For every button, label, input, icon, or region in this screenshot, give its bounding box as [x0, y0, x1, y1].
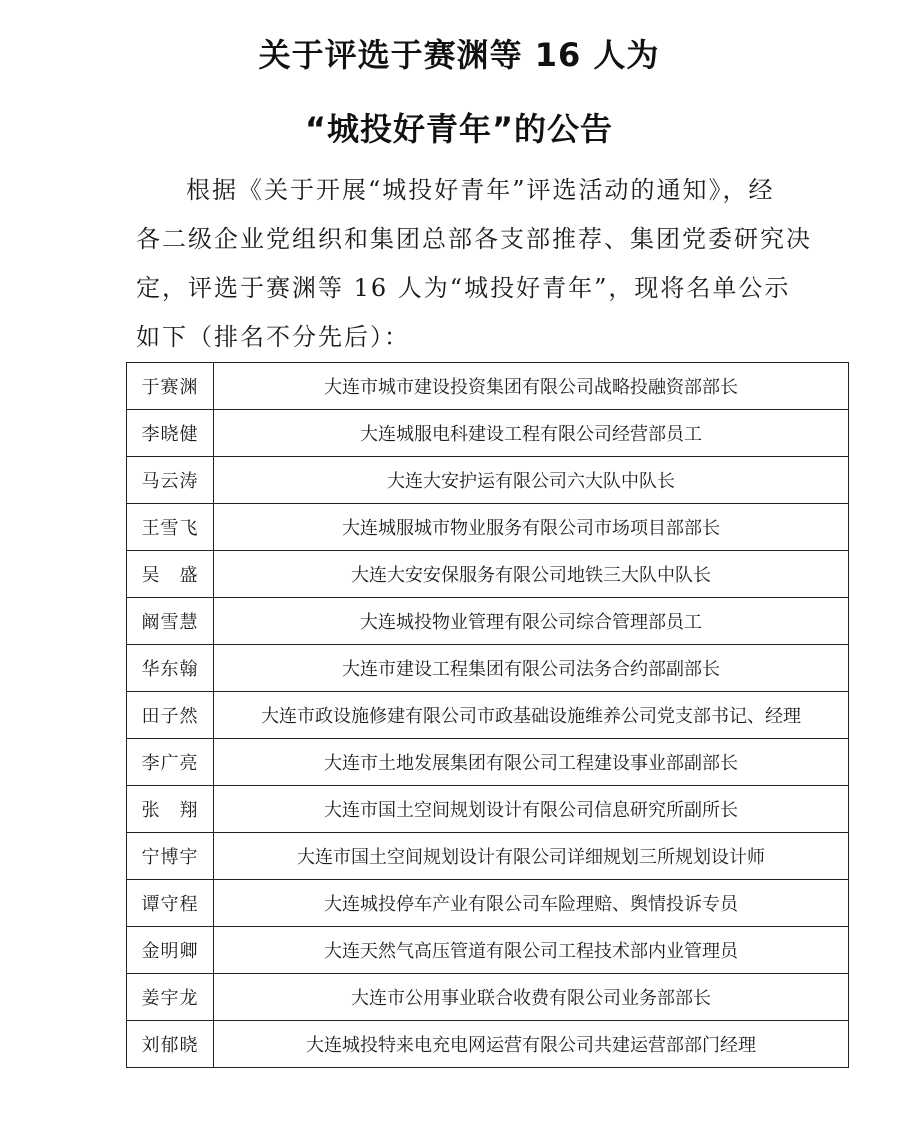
honoree-position: 大连天然气高压管道有限公司工程技术部内业管理员 [214, 927, 849, 974]
paragraph-line-1: 根据《关于开展“城投好青年”评选活动的通知》，经 [186, 176, 775, 204]
table-row [127, 974, 849, 1021]
table-row [127, 927, 849, 974]
table-row [127, 645, 849, 692]
paragraph-line-3: 定，评选于赛渊等 16 人为“城投好青年”，现将名单公示 [136, 274, 791, 302]
honoree-position: 大连市土地发展集团有限公司工程建设事业部副部长 [214, 739, 849, 786]
notice-title-line-2: “城投好青年”的公告 [304, 110, 614, 148]
honoree-position: 大连城服城市物业服务有限公司市场项目部部长 [214, 504, 849, 551]
honoree-table [126, 362, 849, 1068]
honoree-name: 马云涛 [127, 457, 214, 504]
table-row [127, 786, 849, 833]
honoree-position: 大连城投物业管理有限公司综合管理部员工 [214, 598, 849, 645]
table-row [127, 739, 849, 786]
honoree-position: 大连城投特来电充电网运营有限公司共建运营部部门经理 [214, 1021, 849, 1068]
table-row [127, 410, 849, 457]
notice-title-line-1: 关于评选于赛渊等 16 人为 [258, 36, 660, 74]
honoree-name: 吴 盛 [127, 551, 214, 598]
table-row [127, 598, 849, 645]
honoree-position: 大连城投停车产业有限公司车险理赔、舆情投诉专员 [214, 880, 849, 927]
honoree-position: 大连市国土空间规划设计有限公司详细规划三所规划设计师 [214, 833, 849, 880]
table-row [127, 551, 849, 598]
honoree-name: 李广亮 [127, 739, 214, 786]
paragraph-line-2: 各二级企业党组织和集团总部各支部推荐、集团党委研究决 [136, 225, 812, 253]
honoree-position: 大连大安安保服务有限公司地铁三大队中队长 [214, 551, 849, 598]
honoree-name: 王雪飞 [127, 504, 214, 551]
honoree-position: 大连大安护运有限公司六大队中队长 [214, 457, 849, 504]
honoree-name: 刘郁晓 [127, 1021, 214, 1068]
table-row [127, 880, 849, 927]
honoree-name: 谭守程 [127, 880, 214, 927]
honoree-name: 于赛渊 [127, 363, 214, 410]
honoree-position: 大连市政设施修建有限公司市政基础设施维养公司党支部书记、经理 [214, 692, 849, 739]
table-row [127, 363, 849, 410]
honoree-name: 金明卿 [127, 927, 214, 974]
honoree-name: 姜宇龙 [127, 974, 214, 1021]
honoree-name: 宁博宇 [127, 833, 214, 880]
table-row [127, 692, 849, 739]
paragraph-line-4: 如下（排名不分先后）： [136, 323, 410, 351]
honoree-position: 大连市建设工程集团有限公司法务合约部副部长 [214, 645, 849, 692]
honoree-position: 大连市公用事业联合收费有限公司业务部部长 [214, 974, 849, 1021]
table-row [127, 504, 849, 551]
honoree-name: 张 翔 [127, 786, 214, 833]
honoree-position: 大连市国土空间规划设计有限公司信息研究所副所长 [214, 786, 849, 833]
honoree-position: 大连城服电科建设工程有限公司经营部员工 [214, 410, 849, 457]
honoree-name: 李晓健 [127, 410, 214, 457]
honoree-position: 大连市城市建设投资集团有限公司战略投融资部部长 [214, 363, 849, 410]
table-row [127, 833, 849, 880]
honoree-name: 田子然 [127, 692, 214, 739]
table-row [127, 457, 849, 504]
table-row [127, 1021, 849, 1068]
honoree-name: 阚雪慧 [127, 598, 214, 645]
honoree-name: 华东翰 [127, 645, 214, 692]
